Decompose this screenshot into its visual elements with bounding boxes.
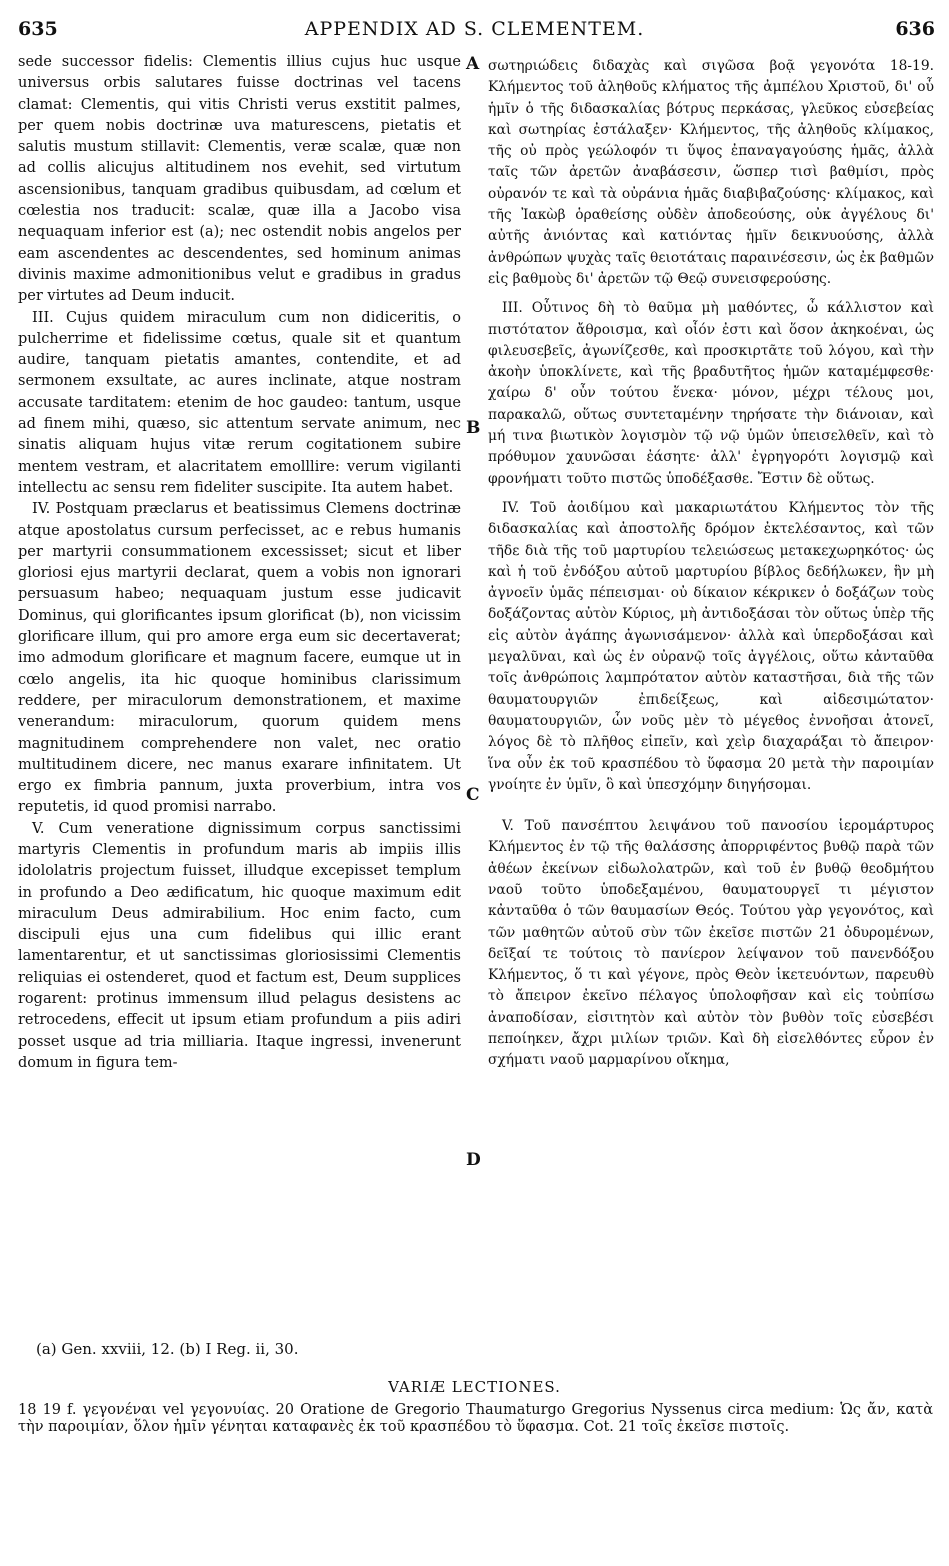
page-number-left: 635 — [18, 18, 58, 40]
latin-paragraph-3: IV. Postquam præclarus et beatissimus Clemens doctrinæ atque apostolatus cursum perfecisset, ac e rebus humanis per martyrii consummationem excessisset; sicut et liber gloriosi ejus martyrii declarat, quem a vobis non ignorari persuasum habeo; nequaquam justum esse judicavit Dominus, qui glorificantes ipsum glorificat (b), non vicissim glorificare illum, qui pro amore erga eum sic decertaverat; imo admodum glorificare et magnum facere, eumque ut in cœlo angelis, ita hic quoque hominibus clarissimum reddere, per miraculorum demonstrationem, et maxime venerandum: miraculorum, quorum quidem mens magnitudinem comprehendere non valet, nec oratio multitudinem dicere, nec manus exarare infinitatem. Ut ergo ex fimbria pannum, juxta proverbium, intra vos reputetis, id quod promisi narrabo. — [18, 501, 461, 816]
running-title: APPENDIX AD S. CLEMENTEM. — [304, 18, 645, 40]
page-number-right: 636 — [895, 18, 935, 40]
latin-column — [18, 52, 461, 1074]
section-marker-a: A — [466, 54, 480, 74]
latin-paragraph-2: III. Cujus quidem miraculum cum non didiceritis, o pulcherrime et fidelissime cœtus, quale sit et quantum audire, tanquam pietatis amantes, contendite, et ad sermonem exsultate, ac aures inclinate, atque nostram accusate tarditatem: etenim de hoc gaudeo: tantum, usque ad finem mihi, quæso, sic attentum servate animum, nec sinatis aliquam hujus vitæ rerum cogitationem subire mentem vestram, et alacritatem emolllire: verum vigilanti intellectu ac sensu rem fideliter suscipite. Ita autem habet. — [18, 309, 461, 496]
section-marker-b: B — [466, 418, 481, 438]
variae-lectiones-text: 18 19 f. γεγονέναι vel γεγονυίας. 20 Oratione de Gregorio Thaumaturgo Gregorius Nyssenus circa medium: Ὡς ἄν, κατὰ τὴν παροιμίαν, ὅλον ἡμῖν γένηται καταφανὲς ἐκ τοῦ κρασπέδου τὸ ὕφασμα. Cot. 21 τοῖς ἐκεῖσε πιστοῖς. — [18, 1402, 933, 1435]
variae-lectiones-title: VARIÆ LECTIONES. — [388, 1378, 561, 1396]
section-marker-c: C — [466, 785, 480, 805]
greek-paragraph-2: III. Οὗτινος δὴ τὸ θαῦμα μὴ μαθόντες, ὦ κάλλιστον καὶ πιστότατον ἄθροισμα, καὶ οἷόν ἐστι καὶ ὅσον ἀκηκοέναι, ὡς φιλευσεβεῖς, ἀγωνίζεσθε, καὶ προσκιρτᾶτε τοῦ λόγου, καὶ τὴν ἀκοὴν ὑποκλίνετε, καὶ τῆς βραδυτῆτος ἡμῶν καταμέμφεσθε· χαίρω δ' οὖν τούτου ἕνεκα· μόνον, μέχρι τέλους μοι, παρακαλῶ, οὕτως συντεταμένην τηρήσατε τὴν διάνοιαν, καὶ μή τινα βιωτικὸν λογισμὸν τῷ νῷ ὑμῶν ὑπεισελθεῖν, καὶ τὸ πρόθυμον χαυνῶσαι ἐάσητε· ἀλλ' ἐγρηγορότι λογισμῷ καὶ φρονήματι τοῦτο πιστῶς ὑποδέξασθε. Ἔστιν δὲ οὕτως. — [488, 300, 934, 487]
greek-paragraph-4: V. Τοῦ πανσέπτου λειψάνου τοῦ πανοσίου ἱερομάρτυρος Κλήμεντος ἐν τῷ τῆς θαλάσσης ἀπορριφέντος βυθῷ παρὰ τῶν ἀθέων ἐκείνων εἰδωλολατρῶν, καὶ τοῦ ἐν βυθῷ θεοδμήτου ναοῦ τοῦτο ὑποδεξαμένου, θαυματουργεῖ τι μέγιστον κἀνταῦθα ὁ τῶν θαυμασίων Θεός. Τούτου γὰρ γεγονότος, καὶ τῶν μαθητῶν αὐτοῦ σὺν τῶν ἐκεῖσε πιστῶν 21 ὀδυρομένων, δεῖξαί τε τούτοις τὸ πανίερον λείψανον τοῦ πανενδόξου Κλήμεντος, ὅ τι καὶ γέγονε, πρὸς Θεὸν ἱκετευόντων, παρευθὺ τὸ ἄπειρον ἐκεῖνο πέλαγος ὑπολοφῆσαν καὶ εἰς τοὐπίσω ἀναποδίσαν, εἰσιτητὸν καὶ αὐτὸν τὸν βυθὸν τοῖς εὐσεβέσι πεποίηκεν, ἄχρι μιλίων τριῶν. Καὶ δὴ εἰσελθόντες εὗρον ἐν σχήματι ναοῦ μαρμαρίνου οἴκημα, — [488, 818, 934, 1069]
greek-paragraph-3: IV. Τοῦ ἀοιδίμου καὶ μακαριωτάτου Κλήμεντος τὸν τῆς διδασκαλίας καὶ ἀποστολῆς δρόμον ἐκτελέσαντος, καὶ τῶν τῆδε διὰ τῆς τοῦ μαρτυρίου τελειώσεως μετακεχωρηκότος· ὡς καὶ ἡ τοῦ ἐνδόξου αὐτοῦ μαρτυρίου βίβλος δεδήλωκεν, ἣν μὴ ἀγνοεῖν ὑμᾶς πέπεισμαι· οὐ δίκαιον κέκρικεν ὁ δοξάζων τοὺς δοξάζοντας αὐτὸν Κύριος, μὴ ἀντιδοξάσαι τὸν οὕτως ὑπὲρ τῆς εἰς αὐτὸν ἀγάπης ἀγωνισάμενον· ἀλλὰ καὶ ὑπερδοξάσαι καὶ μεγαλῦναι, καὶ ὡς ἐν οὐρανῷ τοῖς ἀγγέλοις, οὕτω κἀνταῦθα τοῖς ἀνθρώποις λαμπρότατον αὐτὸν καταστῆσαι, διὰ τῆς τῶν θαυματουργιῶν ἐπιδείξεως, καὶ αἰδεσιμώτατον· θαυματουργιῶν, ὧν νοῦς μὲν τὸ μέγεθος ἐννοῆσαι ἀτονεῖ, λόγος δὲ τὸ πλῆθος εἰπεῖν, καὶ χεὶρ διαχαράξαι τὸ ἄπειρον· ἵνα οὖν ἐκ τοῦ κρασπέδου τὸ ὕφασμα 20 μετὰ τὴν παροιμίαν γνοίητε ἐν ὑμῖν, ὃ καὶ ὑπεσχόμην διηγήσομαι. — [488, 499, 934, 793]
greek-column — [488, 56, 934, 1072]
footnote-references: (a) Gen. xxviii, 12. (b) I Reg. ii, 30. — [36, 1340, 299, 1358]
greek-paragraph-1: σωτηριώδεις διδαχὰς καὶ σιγῶσα βοᾷ γεγονότα 18-19. Κλήμεντος τοῦ ἀληθοῦς κλήματος τῆς ἀμπέλου Χριστοῦ, δι' οὗ ἡμῖν ὁ τῆς διδασκαλίας βότρυς περκάσας, γλεῦκος εὐσεβείας καὶ σωτηρίας ἐστάλαξεν· Κλήμεντος, τῆς ἀληθοῦς κλίμακος, τῆς οὐ πρὸς γεώλοφόν τι ὕψος ἐπαναγαγούσης ἡμᾶς, ἀλλὰ ταῖς τῶν ἀρετῶν ἀναβάσεσιν, ὥσπερ τισὶ βαθμίσι, πρὸς οὐρανόν τε καὶ τὰ οὐράνια ἡμᾶς διαβιβαζούσης· κλίμακος, καὶ τῆς Ἰακὼβ ὁραθείσης οὐδὲν ἀποδεούσης, οὐκ ἀγγέλους δι' αὐτῆς ἀνιόντας καὶ κατιόντας ἡμῖν δεικνυούσης, ἀλλὰ ἀνθρώπων ψυχὰς ταῖς θειοτάταις παραινέσεσιν, ὡς ἐκ βαθμῶν εἰς βαθμοὺς δι' ἀρετῶν τῷ Θεῷ συνεισφερούσης. — [488, 58, 934, 287]
running-header — [0, 18, 949, 44]
latin-paragraph-4: V. Cum veneratione dignissimum corpus sanctissimi martyris Clementis in profundum maris ab impiis illis idololatris projectum fuisset, illudque excepisset templum in profundo a Deo ædificatum, hic quoque maximum edit miraculum Deus admirabilium. Hoc enim facto, cum discipuli ejus una cum fidelibus qui illic erant lamentarentur, et ut sanctissimas gloriosissimi Clementis reliquias ei ostenderet, quod et factum est, Deum supplices rogarent: protinus immensum illud pelagus desistens ac retrocedens, effecit ut ipsum etiam profundum a piis adiri posset usque ad tria milliaria. Itaque ingressi, invenerunt domum in figura tem- — [18, 820, 461, 1071]
latin-paragraph-1: sede successor fidelis: Clementis illius cujus huc usque universus orbis salutares fuisse doctrinas vel tacens clamat: Clementis, qui vitis Christi verus exstitit palmes, per quem nobis doctrinæ uva maturescens, pietatis et salutis mustum stillavit: Clementis, veræ scalæ, quæ non ad collis alicujus altitudinem nos evehit, sed virtutum ascensionibus, tanquam gradibus quibusdam, ad cœlum et cœlestia nos traducit: scalæ, quæ illa a Jacobo visa nequaquam inferior est (a); nec ostendit nobis angelos per eam ascendentes ac descendentes, sed hominum animas divinis maxime admonitionibus velut e gradibus in gradus per virtutes ad Deum inducit. — [18, 54, 461, 305]
section-marker-d: D — [466, 1150, 481, 1170]
